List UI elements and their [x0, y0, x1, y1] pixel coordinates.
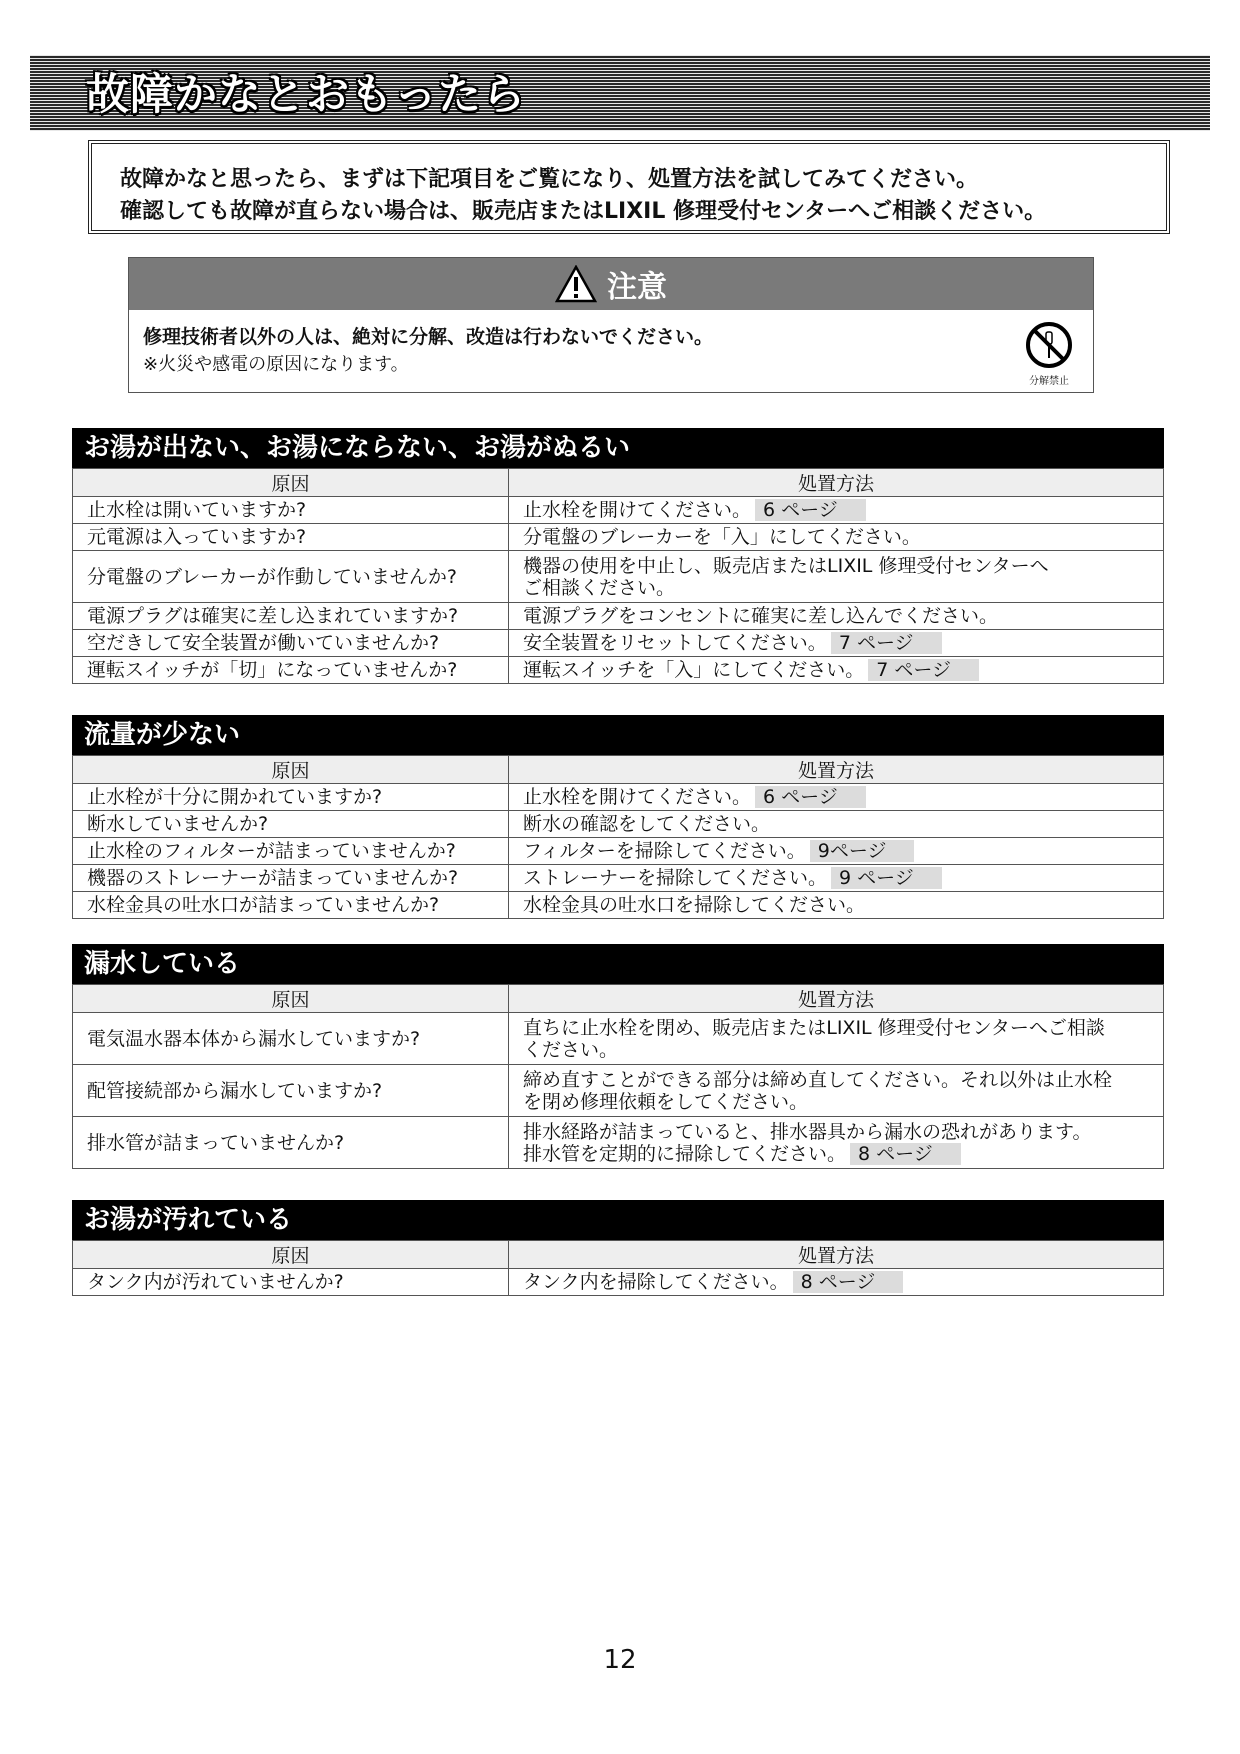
- caution-heading: 注意: [607, 270, 667, 305]
- table-row: [73, 1013, 1164, 1065]
- table-row: [73, 838, 1164, 865]
- table-row: [73, 497, 1164, 524]
- cause-cell: 排水管が詰まっていませんか?: [73, 1117, 509, 1169]
- remedy-cell: 締め直すことができる部分は締め直してください。それ以外は止水栓 を閉め修理依頼をしてください。: [509, 1065, 1164, 1117]
- remedy-cell: 止水栓を開けてください。 6 ページ: [509, 497, 1164, 524]
- warning-icon: [555, 265, 597, 303]
- page-ref: 8 ページ: [793, 1271, 904, 1293]
- cause-cell: 止水栓が十分に開かれていますか?: [73, 784, 509, 811]
- remedy-cell: 止水栓を開けてください。 6 ページ: [509, 784, 1164, 811]
- cause-cell: 電源プラグは確実に差し込まれていますか?: [73, 603, 509, 630]
- table-row: [73, 892, 1164, 919]
- remedy-cell: 電源プラグをコンセントに確実に差し込んでください。: [509, 603, 1164, 630]
- intro-line-1: 故障かなと思ったら、まずは下記項目をご覧になり、処置方法を試してみてください。: [120, 167, 979, 192]
- cause-cell: 配管接続部から漏水していますか?: [73, 1065, 509, 1117]
- caution-note: ※火災や感電の原因になります。: [143, 354, 409, 375]
- remedy-cell: 安全装置をリセットしてください。 7 ページ: [509, 630, 1164, 657]
- intro-box: [88, 140, 1170, 234]
- table-row: [73, 865, 1164, 892]
- remedy-cell: 運転スイッチを「入」にしてください。 7 ページ: [509, 657, 1164, 684]
- table-row: [73, 1065, 1164, 1117]
- table-header-row: [73, 756, 1164, 784]
- intro-line-2: 確認しても故障が直らない場合は、販売店またはLIXIL 修理受付センターへご相談ください。: [120, 199, 1047, 224]
- page-ref: 6 ページ: [755, 499, 866, 521]
- cause-cell: 水栓金具の吐水口が詰まっていませんか?: [73, 892, 509, 919]
- section-low-flow: [72, 715, 1164, 919]
- table-row: [73, 784, 1164, 811]
- cause-cell: 止水栓のフィルターが詰まっていませんか?: [73, 838, 509, 865]
- col-remedy-header: 処置方法: [509, 756, 1164, 784]
- table-row: [73, 811, 1164, 838]
- caution-main-text: 修理技術者以外の人は、絶対に分解、改造は行わないでください。: [143, 326, 714, 348]
- table-row: [73, 1269, 1164, 1296]
- page-ref: 6 ページ: [755, 786, 866, 808]
- table-row: [73, 603, 1164, 630]
- page-ref: 7 ページ: [868, 659, 979, 681]
- remedy-cell: 断水の確認をしてください。: [509, 811, 1164, 838]
- caution-box: [128, 257, 1094, 393]
- cause-cell: 運転スイッチが「切」になっていませんか?: [73, 657, 509, 684]
- section-title: お湯が出ない、お湯にならない、お湯がぬるい: [72, 428, 1164, 468]
- troubleshoot-table: [72, 984, 1164, 1169]
- table-row: [73, 551, 1164, 603]
- table-header-row: [73, 985, 1164, 1013]
- remedy-cell: 直ちに止水栓を閉め、販売店またはLIXIL 修理受付センターへご相談 ください。: [509, 1013, 1164, 1065]
- cause-cell: タンク内が汚れていませんか?: [73, 1269, 509, 1296]
- title-banner: [30, 55, 1210, 131]
- col-remedy-header: 処置方法: [509, 985, 1164, 1013]
- page-ref: 8 ページ: [850, 1143, 961, 1165]
- cause-cell: 止水栓は開いていますか?: [73, 497, 509, 524]
- col-cause-header: 原因: [73, 985, 509, 1013]
- remedy-cell: タンク内を掃除してください。 8 ページ: [509, 1269, 1164, 1296]
- remedy-cell: フィルターを掃除してください。 9ページ: [509, 838, 1164, 865]
- page-ref: 7 ページ: [831, 632, 942, 654]
- cause-cell: 空だきして安全装置が働いていませんか?: [73, 630, 509, 657]
- remedy-cell: 排水経路が詰まっていると、排水器具から漏水の恐れがあります。 排水管を定期的に掃除してください。 8 ページ: [509, 1117, 1164, 1169]
- page-ref: 9 ページ: [831, 867, 942, 889]
- no-disassembly-icon: [1024, 320, 1074, 370]
- cause-cell: 分電盤のブレーカーが作動していませんか?: [73, 551, 509, 603]
- troubleshoot-table: [72, 468, 1164, 684]
- section-title: お湯が汚れている: [72, 1200, 1164, 1240]
- cause-cell: 断水していませんか?: [73, 811, 509, 838]
- remedy-cell: ストレーナーを掃除してください。 9 ページ: [509, 865, 1164, 892]
- col-remedy-header: 処置方法: [509, 1241, 1164, 1269]
- remedy-cell: 機器の使用を中止し、販売店またはLIXIL 修理受付センターへ ご相談ください。: [509, 551, 1164, 603]
- section-title: 流量が少ない: [72, 715, 1164, 755]
- page-ref: 9ページ: [810, 840, 915, 862]
- table-header-row: [73, 1241, 1164, 1269]
- cause-cell: 元電源は入っていますか?: [73, 524, 509, 551]
- troubleshoot-table: [72, 755, 1164, 919]
- table-header-row: [73, 469, 1164, 497]
- cause-cell: 機器のストレーナーが詰まっていませんか?: [73, 865, 509, 892]
- table-row: [73, 524, 1164, 551]
- col-cause-header: 原因: [73, 756, 509, 784]
- page-title: 故障かなとおもったら: [86, 70, 526, 120]
- table-row: [73, 630, 1164, 657]
- section-title: 漏水している: [72, 944, 1164, 984]
- cause-cell: 電気温水器本体から漏水していますか?: [73, 1013, 509, 1065]
- table-row: [73, 1117, 1164, 1169]
- section-dirty-water: [72, 1200, 1164, 1296]
- table-row: [73, 657, 1164, 684]
- col-remedy-header: 処置方法: [509, 469, 1164, 497]
- prohibit-label: 分解禁止: [1029, 376, 1069, 387]
- troubleshoot-table: [72, 1240, 1164, 1296]
- prohibit-mark: [1019, 320, 1079, 387]
- caution-header: [129, 258, 1093, 310]
- remedy-cell: 分電盤のブレーカーを「入」にしてください。: [509, 524, 1164, 551]
- section-no-hot-water: [72, 428, 1164, 684]
- col-cause-header: 原因: [73, 1241, 509, 1269]
- remedy-cell: 水栓金具の吐水口を掃除してください。: [509, 892, 1164, 919]
- col-cause-header: 原因: [73, 469, 509, 497]
- page-number: 12: [603, 1645, 637, 1675]
- section-leaking: [72, 944, 1164, 1169]
